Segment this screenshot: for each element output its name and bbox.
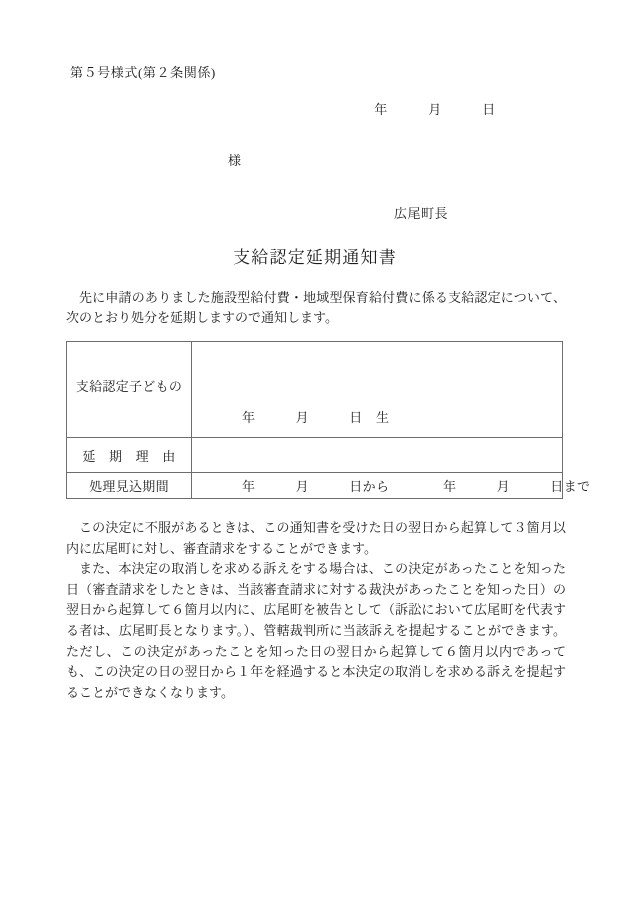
appeal-paragraph-1: この決定に不服があるときは、この通知書を受けた日の翌日から起算して３箇月以内に広尾町に対し、審査請求をすることができます。: [66, 520, 566, 556]
processing-period-label-cell: 処理見込期間: [67, 473, 192, 499]
child-birthdate-value-cell: 年 月 日 生: [192, 342, 563, 491]
form-number: 第５号様式(第２条関係): [70, 65, 216, 80]
addressee-honorific: 様: [228, 153, 242, 168]
date-line: 年 月 日: [374, 102, 496, 117]
intro-paragraph: 先に申請のありました施設型給付費・地域型保育給付費に係る支給認定について、次のとおり処分を延期しますので通知します。: [66, 290, 566, 325]
postpone-reason-value-cell: [192, 438, 563, 473]
table-row: [67, 438, 563, 473]
appeal-instructions: [66, 518, 566, 703]
appeal-paragraph-2: また、本決定の取消しを求める訴えをする場合は、この決定があったことを知った日（審査請求をしたときは、当該審査請求に対する裁決があったことを知った日）の翌日から起算して６箇月以内に、広尾町を被告として（訴訟において広尾町を代表する者は、広尾町長となります。）、管轄裁判所に当該訴えを提起することができます。ただし、この決定があったことを知った日の翌日から起算して６箇月以内であっても、この決定の日の翌日から１年を経過すると本決定の取消しを求める訴えを提起することができなくなります。: [66, 561, 566, 700]
child-name-label-line1: 支給認定子どもの: [75, 379, 183, 394]
postpone-reason-label-cell: 延 期 理 由: [67, 438, 192, 473]
postponement-table: [66, 437, 591, 499]
issuer-name: 広尾町長: [394, 206, 449, 221]
processing-period-value-cell: 年 月 日から 年 月 日まで: [192, 473, 563, 499]
page-title: 支給認定延期通知書: [233, 248, 397, 267]
table-row: [67, 473, 563, 499]
